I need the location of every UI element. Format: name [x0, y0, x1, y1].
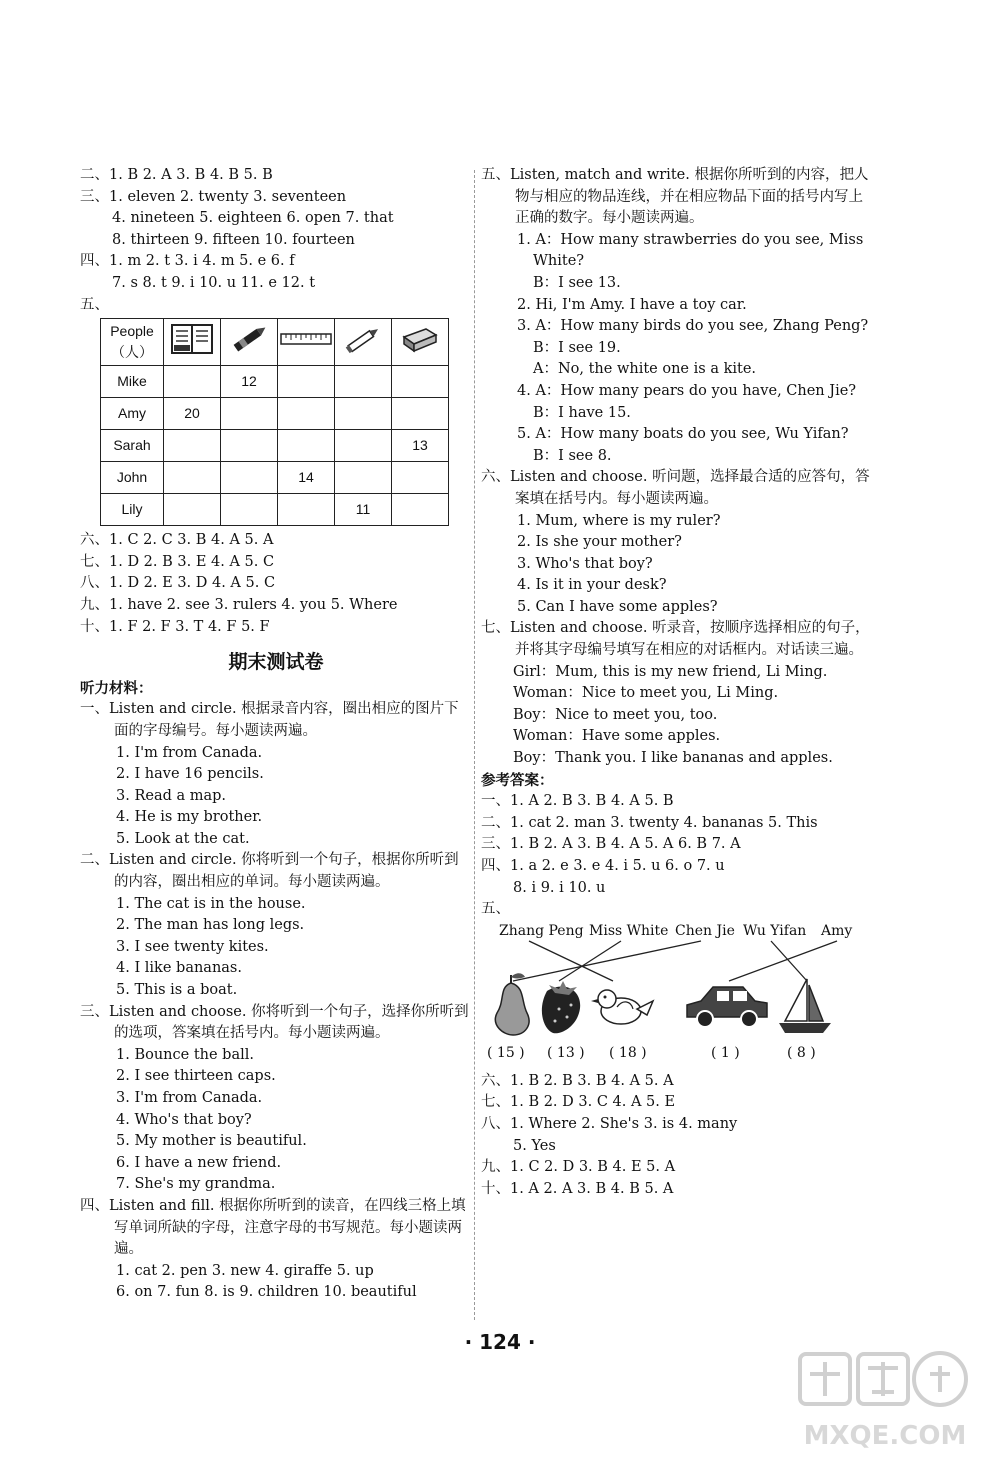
matching-figure — [481, 921, 873, 1071]
boat-icon — [779, 979, 831, 1033]
table-cell: 20 — [164, 398, 221, 430]
pencil-icon — [335, 319, 392, 366]
answer-line: 三、1. eleven 2. twenty 3. seventeen — [80, 188, 347, 205]
page-number: · 124 · — [464, 1330, 536, 1354]
list-item: 6. on 7. fun 8. is 9. children 10. beautiful — [116, 1284, 417, 1301]
list-item: 4. A：How many pears do you have, Chen Jie? — [517, 382, 857, 399]
list-item: A：No, the white one is a kite. — [533, 361, 757, 378]
table-cell: 12 — [221, 366, 278, 398]
answer-line: 八、1. D 2. E 3. D 4. A 5. C — [80, 575, 276, 592]
right-column — [481, 165, 873, 1200]
section-3-items — [80, 1045, 472, 1196]
table-row — [101, 494, 449, 526]
blank-bird: ( 18 ) — [609, 1044, 647, 1061]
svg-text:MXQE.COM: MXQE.COM — [803, 1421, 967, 1451]
answer-line: 八、1. Where 2. She's 3. is 4. many — [481, 1115, 738, 1132]
table-cell: 11 — [335, 494, 392, 526]
section-1-items — [80, 743, 472, 851]
table-name-cell: Sarah — [101, 430, 164, 462]
list-item: 4. I like bananas. — [116, 960, 242, 977]
list-item: 7. She's my grandma. — [116, 1176, 276, 1193]
table-cell — [164, 430, 221, 462]
table-cell — [335, 462, 392, 494]
car-icon — [687, 987, 767, 1027]
section-1-heading: 一、Listen and circle. 根据录音内容，圈出相应的图片下面的字母编号。每小题读两遍。 — [80, 701, 459, 739]
table-cell — [164, 494, 221, 526]
list-item: B：I have 15. — [533, 404, 631, 421]
table-cell — [164, 462, 221, 494]
table-cell: 13 — [392, 430, 449, 462]
blank-boat: ( 8 ) — [787, 1044, 816, 1061]
section-7-heading: 七、Listen and choose. 听录音，按顺序选择相应的句子，并将其字母编号填写在相应的对话框内。对话读三遍。 — [481, 620, 870, 659]
answer-line: 一、1. A 2. B 3. B 4. A 5. B — [481, 793, 674, 810]
list-item: 5. This is a boat. — [116, 982, 238, 999]
people-label-zh: （人） — [111, 344, 153, 361]
answer-line: 二、1. B 2. A 3. B 4. B 5. B — [80, 167, 273, 183]
list-item: 1. Mum, where is my ruler? — [517, 512, 721, 529]
table-header-people — [101, 319, 164, 366]
listening-label: 听力材料： — [80, 679, 153, 697]
answer-line: 九、1. have 2. see 3. rulers 4. you 5. Where — [80, 596, 398, 613]
list-item: 3. I'm from Canada. — [116, 1090, 263, 1106]
answer-line: 六、1. B 2. B 3. B 4. A 5. A — [481, 1072, 674, 1089]
list-item: 2. Hi, I'm Amy. I have a toy car. — [517, 296, 747, 313]
list-item: 2. I see thirteen caps. — [116, 1068, 276, 1085]
section-6-items — [481, 511, 873, 619]
final-answers — [481, 1071, 873, 1201]
watermark-logo — [790, 1344, 980, 1464]
answers-top — [80, 165, 472, 316]
pear-icon — [495, 973, 529, 1035]
list-item: Woman：Have some apples. — [513, 728, 721, 745]
table-name-cell: Lily — [101, 494, 164, 526]
strawberry-icon — [542, 981, 580, 1033]
ruler-icon — [278, 319, 335, 366]
list-item: 3. A：How many birds do you see, Zhang Peng? — [517, 318, 869, 335]
match-drawing — [481, 921, 873, 1043]
table-cell — [221, 398, 278, 430]
table-cell — [278, 366, 335, 398]
answer-line: 七、1. B 2. D 3. C 4. A 5. E — [481, 1094, 676, 1111]
match-line-amy — [729, 941, 837, 981]
table-row — [101, 366, 449, 398]
answers-after-table — [80, 530, 472, 638]
list-item: B：I see 8. — [533, 447, 612, 464]
answer-line: 十、1. A 2. A 3. B 4. B 5. A — [481, 1180, 674, 1197]
section-2-items — [80, 894, 472, 1002]
answer-line: 二、1. cat 2. man 3. twenty 4. bananas 5. This — [481, 814, 818, 831]
match-line-miss-white — [559, 941, 621, 981]
pen-icon — [221, 319, 278, 366]
bird-icon — [591, 990, 653, 1024]
exam-title: 期末测试卷 — [228, 651, 324, 674]
list-item: Boy：Nice to meet you, too. — [513, 706, 718, 723]
blank-pear: ( 15 ) — [487, 1044, 525, 1061]
answer-line: 九、1. C 2. D 3. B 4. E 5. A — [481, 1159, 676, 1176]
table-row — [101, 398, 449, 430]
table-name-cell: John — [101, 462, 164, 494]
table-header-row — [101, 319, 449, 366]
list-item: 1. A：How many strawberries do you see, Miss — [517, 231, 864, 248]
table-cell — [392, 366, 449, 398]
list-item: 6. I have a new friend. — [116, 1154, 282, 1171]
list-item: 3. I see twenty kites. — [116, 938, 269, 955]
section-5-items — [481, 230, 873, 468]
list-item: 3. Who's that boy? — [517, 555, 653, 572]
table-cell — [278, 398, 335, 430]
answer-line: 5. Yes — [513, 1137, 556, 1154]
table-body — [101, 366, 449, 526]
list-item: 2. The man has long legs. — [116, 917, 305, 934]
table-cell — [278, 494, 335, 526]
list-item: Girl：Mum, this is my new friend, Li Ming. — [513, 663, 828, 680]
list-item: 1. The cat is in the house. — [116, 895, 306, 912]
table-cell — [164, 366, 221, 398]
list-item: B：I see 13. — [533, 274, 621, 291]
list-item: 3. Read a map. — [116, 787, 227, 804]
answer-line: 六、1. C 2. C 3. B 4. A 5. A — [80, 532, 274, 549]
list-item: 2. Is she your mother? — [517, 534, 682, 551]
table-cell — [335, 430, 392, 462]
match-line-wu-yifan — [771, 941, 807, 981]
answer-line: 五、 — [80, 296, 109, 313]
table-cell — [221, 462, 278, 494]
book-icon — [164, 319, 221, 366]
answer-line: 七、1. D 2. B 3. E 4. A 5. C — [80, 553, 275, 570]
answer-line: 四、1. a 2. e 3. e 4. i 5. u 6. o 7. u — [481, 858, 725, 874]
table-row — [101, 430, 449, 462]
blank-strawberry: ( 13 ) — [547, 1044, 585, 1061]
list-item: 2. I have 16 pencils. — [116, 766, 264, 783]
section-4-heading: 四、Listen and fill. 根据你所听到的读音，在四线三格上填写单词所缺的字母，注意字母的书写规范。每小题读两遍。 — [80, 1197, 466, 1258]
list-item: 4. Who's that boy? — [116, 1111, 252, 1128]
answer-line: 7. s 8. t 9. i 10. u 11. e 12. t — [112, 274, 316, 291]
table-cell — [221, 430, 278, 462]
answer-line: 4. nineteen 5. eighteen 6. open 7. that — [112, 210, 394, 227]
blank-car: ( 1 ) — [711, 1044, 740, 1061]
list-item: 5. Look at the cat. — [116, 830, 250, 847]
left-column — [80, 165, 472, 1304]
section-3-heading: 三、Listen and choose. 你将听到一个句子，选择你所听到的选项，答案填在括号内。每小题读两遍。 — [80, 1003, 469, 1042]
list-item: 4. Is it in your desk? — [517, 577, 667, 594]
list-item: 4. He is my brother. — [116, 809, 263, 826]
list-item: 1. I'm from Canada. — [116, 744, 263, 761]
answer-line: 8. i 9. i 10. u — [513, 879, 606, 896]
person-miss-white: Miss White — [589, 922, 669, 939]
table-cell — [335, 398, 392, 430]
table-cell — [392, 398, 449, 430]
list-item: 1. Bounce the ball. — [116, 1046, 254, 1063]
list-item: 1. cat 2. pen 3. new 4. giraffe 5. up — [116, 1262, 374, 1279]
reference-answers — [481, 791, 873, 921]
table-name-cell: Amy — [101, 398, 164, 430]
table-name-cell: Mike — [101, 366, 164, 398]
person-chen-jie: Chen Jie — [675, 922, 735, 939]
person-zhang-peng: Zhang Peng — [499, 922, 584, 939]
list-item: Boy：Thank you. I like bananas and apples. — [513, 750, 833, 767]
reference-answers-label: 参考答案： — [481, 771, 554, 789]
people-label: People — [110, 322, 154, 339]
table-cell — [335, 366, 392, 398]
list-item: 5. Can I have some apples? — [517, 598, 718, 615]
list-item: White? — [533, 253, 585, 270]
answer-line: 十、1. F 2. F 3. T 4. F 5. F — [80, 618, 270, 635]
section-7-dialog — [481, 662, 873, 770]
answer-table — [100, 318, 449, 526]
column-divider — [474, 170, 475, 1320]
list-item: Woman：Nice to meet you, Li Ming. — [513, 685, 779, 702]
person-amy: Amy — [821, 922, 853, 939]
section-2-heading: 二、Listen and circle. 你将听到一个句子，根据你所听到的内容，圈出相应的单词。每小题读两遍。 — [80, 852, 459, 891]
table-row — [101, 462, 449, 494]
answer-line: 四、1. m 2. t 3. i 4. m 5. e 6. f — [80, 253, 295, 270]
table-cell: 14 — [278, 462, 335, 494]
section-5-heading: 五、Listen, match and write. 根据你所听到的内容，把人物与相应的物品连线，并在相应物品下面的括号内写上正确的数字。每小题读两遍。 — [481, 167, 869, 227]
list-item: 5. My mother is beautiful. — [116, 1133, 307, 1150]
table-cell — [221, 494, 278, 526]
table-cell — [278, 430, 335, 462]
person-wu-yifan: Wu Yifan — [743, 922, 807, 939]
table-cell — [392, 494, 449, 526]
answer-line: 8. thirteen 9. fifteen 10. fourteen — [112, 231, 355, 248]
table-cell — [392, 462, 449, 494]
section-4-items — [80, 1261, 472, 1304]
section-6-heading: 六、Listen and choose. 听问题，选择最合适的应答句，答案填在括号内。每小题读两遍。 — [481, 469, 870, 507]
answer-line: 五、 — [481, 901, 510, 918]
list-item: 5. A：How many boats do you see, Wu Yifan? — [517, 426, 849, 443]
eraser-icon — [392, 319, 449, 366]
list-item: B：I see 19. — [533, 339, 621, 356]
answer-line: 三、1. B 2. A 3. B 4. A 5. A 6. B 7. A — [481, 836, 741, 853]
